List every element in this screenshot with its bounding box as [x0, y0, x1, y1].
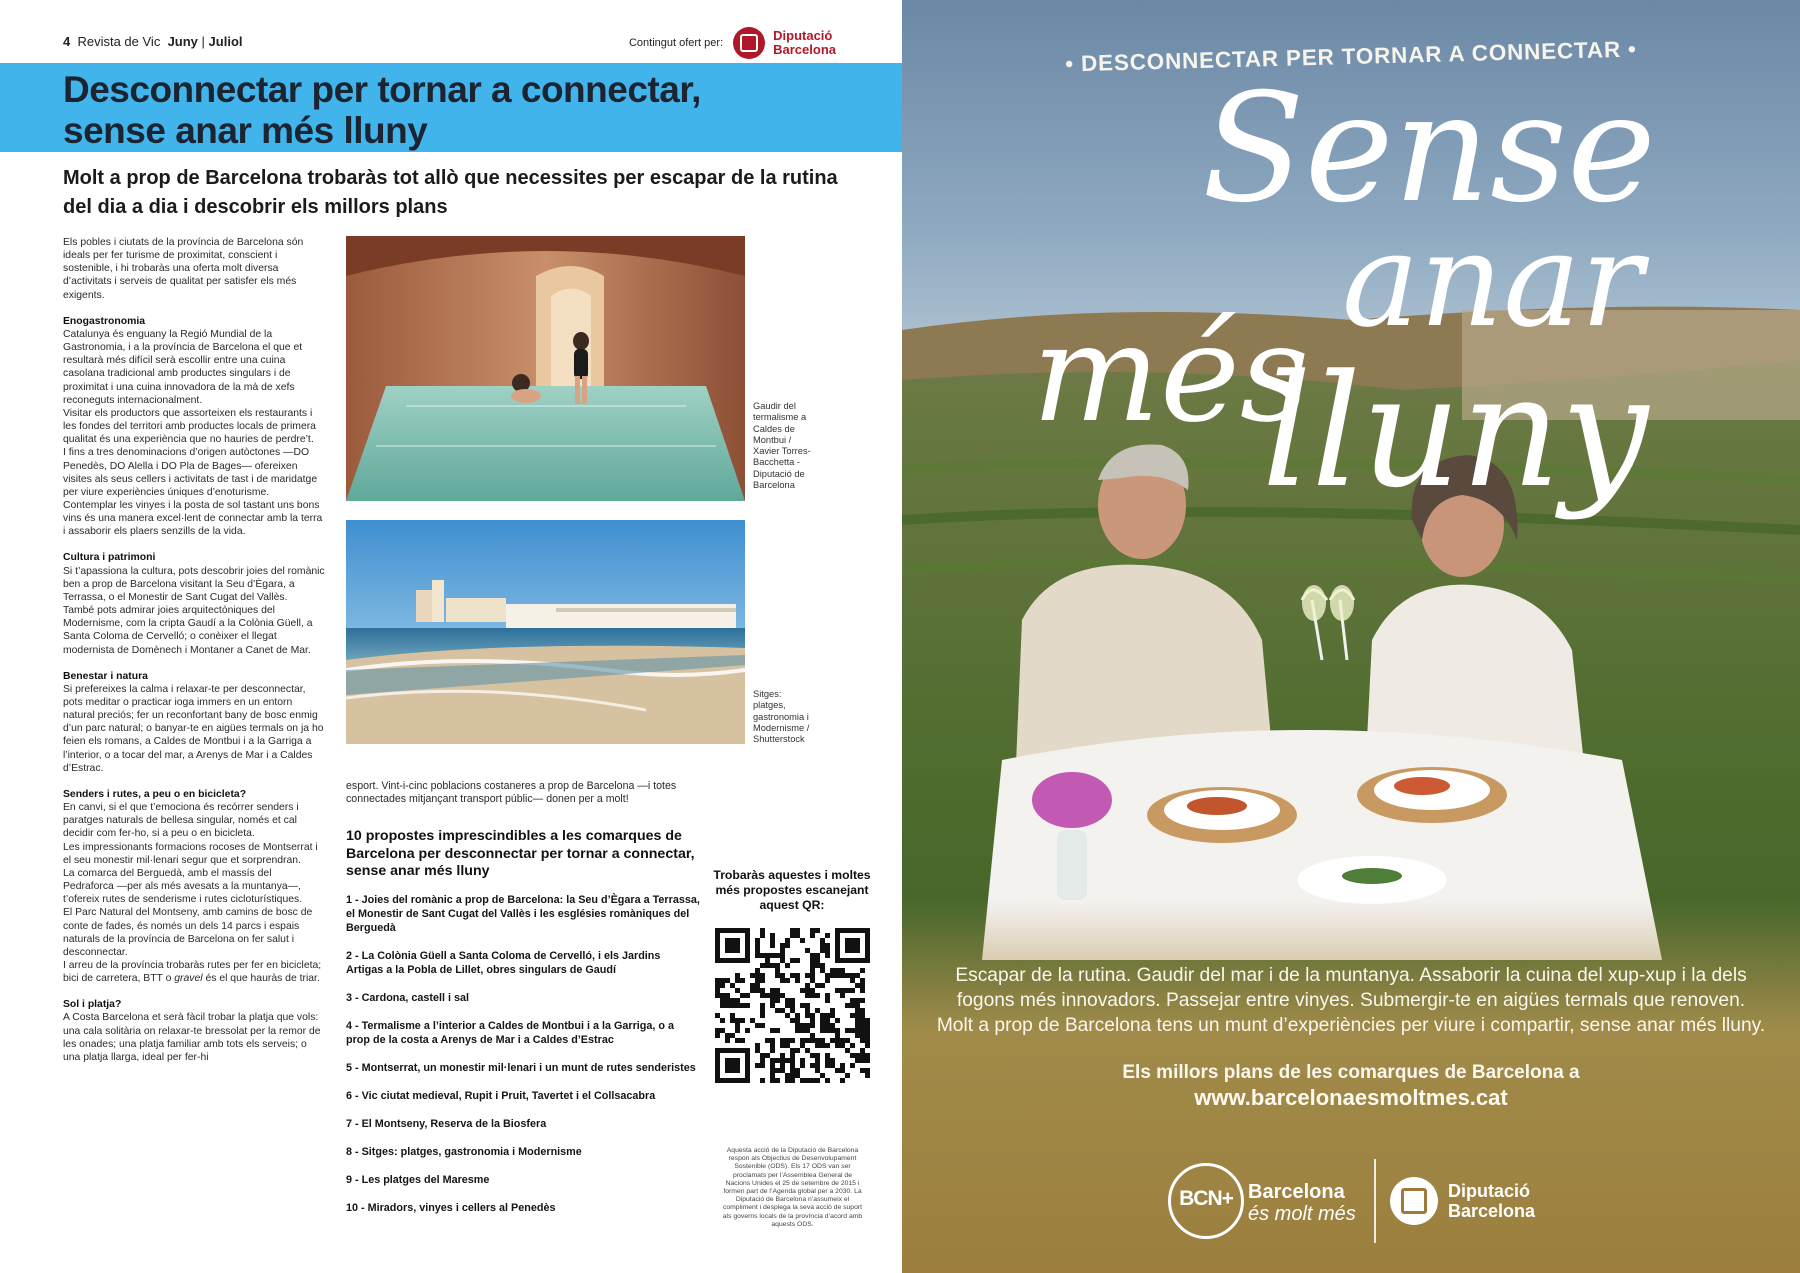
- logo-divider: [1374, 1159, 1376, 1243]
- proposals-list: [346, 893, 700, 1229]
- proposal-item: 10 - Miradors, vinyes i cellers al Penedès: [346, 1202, 556, 1214]
- paragraph: En canvi, si el que t’emociona és recórrer senders i paratges naturals de bellesa singular, només et cal decidir com fer-ho, si a peu o en bicicleta.: [63, 802, 299, 840]
- paragraph: és el que hauràs de triar.: [202, 973, 320, 985]
- proposals-heading: 10 propostes imprescindibles a les comarques de Barcelona per desconnectar per tornar a connectar, sense anar més lluny: [346, 828, 695, 880]
- sponsor-name-line2: Barcelona: [773, 42, 836, 57]
- article-body-column: [63, 236, 325, 1077]
- diputacio-logo-name: [1448, 1181, 1535, 1221]
- bcn-logo-line1: Barcelona: [1248, 1181, 1345, 1203]
- section-benestar: [63, 670, 325, 775]
- paragraph: Si prefereixes la calma i relaxar-te per desconnectar, pots meditar o practicar ioga immers en un entorn natural preciós; fer un reconfortant bany de bosc enmig d’un parc natural; o banyar-te en aigües termals on ja ho feien els romans, a Caldes de Montbui i a la Garriga a l’interior, o a tocar del mar, a Arenys de Mar i a Caldes d’Estrac.: [63, 683, 324, 774]
- section-cultura: [63, 551, 325, 656]
- paragraph: Les impressionants formacions rocoses de Montserrat i el seu monestir mil·lenari segur que et sorprendran.: [63, 841, 318, 866]
- paragraph: El Parc Natural del Montseny, amb camins de bosc de conte de fades, és només un dels 14 parcs i espais naturals de la província de Barcelona on fer salut i desconnectar.: [63, 907, 313, 958]
- ad-copy-line: Molt a prop de Barcelona tens un munt d’experiències per viure i compartir, sense anar més lluny.: [936, 1015, 1766, 1037]
- proposal-item: 3 - Cardona, castell i sal: [346, 992, 470, 1004]
- thermal-pool-photo: [346, 236, 745, 501]
- script-word-1: Sense: [1202, 62, 1656, 236]
- page-number: 4: [63, 34, 71, 49]
- script-headline: [902, 0, 1800, 560]
- issue-month-1: Juny: [167, 34, 198, 49]
- italic-term: gravel: [174, 973, 203, 985]
- proposal-item: 2 - La Colònia Güell a Santa Coloma de Cervelló, i els Jardins Artigas a la Pobla de Lillet, obres singulars de Gaudí: [346, 950, 661, 976]
- advertisement-page: [902, 0, 1800, 1273]
- proposal-item: 6 - Vic ciutat medieval, Rupit i Pruit, Tavertet i el Collsacabra: [346, 1090, 656, 1102]
- paragraph: I fins a tres denominacions d’origen autòctones —DO Penedès, DO Alella i DO Pla de Bages— ofereixen visites als seus cellers i activitats de tast i de maridatge per viure experiències úniques d’enoturisme. Contemplar les vinyes i la posta de sol tastant uns bons vins és una manera excel·lent de connectar amb la terra i assaborir els plaers senzills de la vida.: [63, 447, 323, 538]
- proposal-item: 1 - Joies del romànic a prop de Barcelona: la Seu d’Ègara a Terrassa, el Monestir de Sant Cugat del Vallès i les esglésies romàniques del Berguedà: [346, 894, 700, 934]
- sitges-beach-photo: [346, 520, 745, 744]
- ad-tagline: • DESCONNECTAR PER TORNAR A CONNECTAR •: [1064, 36, 1637, 77]
- issue-month-2: Juliol: [208, 34, 243, 49]
- proposal-item: 9 - Les platges del Maresme: [346, 1174, 490, 1186]
- issue-separator: |: [201, 34, 205, 49]
- diputacio-seal-icon: [1390, 1177, 1438, 1225]
- ad-copy-line: Escapar de la rutina. Gaudir del mar i de la muntanya. Assaborir la cuina del xup-xup i la dels: [955, 965, 1747, 986]
- sdg-fine-print: Aquesta acció de la Diputació de Barcelona respon als Objectius de Desenvolupament Sostenible (ODS). Els 17 ODS van ser proclamats per l’Assemblea General de Nacions Unides el 25 de setembre de 2015 i formen part de l’Agenda global per a 2030. La Diputació de Barcelona n’assumeix el compliment i desplega la seva acció de suport als governs locals de la província d’acord amb aquests ODS.: [722, 1147, 863, 1228]
- script-word-4: lluny: [1262, 341, 1649, 522]
- continuation-paragraph: esport. Vint-i-cinc poblacions costaneres a prop de Barcelona —i totes connectades mitjançant transport públic— donen per a molt!: [346, 780, 677, 806]
- title-band: [0, 63, 902, 152]
- section-enogastronomia: [63, 315, 325, 539]
- section-sol-platja: [63, 998, 325, 1064]
- article-lede: Molt a prop de Barcelona trobaràs tot allò que necessites per escapar de la rutina del dia a dia i descobrir els millors plans: [63, 167, 838, 218]
- article-title: [63, 69, 701, 151]
- bcn-logo-line2: és molt més: [1248, 1203, 1356, 1225]
- bcn-logo-mark: BCN+: [1179, 1187, 1233, 1210]
- sponsor-name: [773, 29, 836, 57]
- paragraph: Catalunya és enguany la Regió Mundial de la Gastronomia, i a la província de Barcelona el que et resultarà més difícil serà escollir entre una cuina casolana tradicional amb productes singulars i de proximitat i una cuina innovadora de la mà de xefs reconeguts internacionalment.: [63, 328, 303, 406]
- intro-paragraph: Els pobles i ciutats de la província de Barcelona són ideals per fer turisme de proximitat, conscient i sostenible, i hi trobaràs una oferta molt diversa d’activitats i serveis de qualitat per satisfer els més exigents.: [63, 237, 304, 301]
- sponsor-block: [629, 27, 836, 59]
- diputacio-seal-icon: [733, 27, 765, 59]
- proposal-item: 7 - El Montseny, Reserva de la Biosfera: [346, 1118, 547, 1130]
- proposal-item: 8 - Sitges: platges, gastronomia i Modernisme: [346, 1146, 582, 1158]
- qr-prompt: Trobaràs aquestes i moltes més propostes escanejant aquest QR:: [713, 868, 871, 912]
- section-heading: Sol i platja?: [63, 999, 122, 1011]
- script-word-3: més: [1032, 295, 1310, 452]
- qr-code[interactable]: [715, 928, 870, 1083]
- section-heading: Benestar i natura: [63, 670, 148, 682]
- proposal-item: 4 - Termalisme a l’interior a Caldes de Montbui i a la Garriga, o a prop de la costa a Arenys de Mar i a Caldes d’Estrac: [346, 1020, 675, 1046]
- diputacio-logo-line1: Diputació: [1448, 1181, 1531, 1201]
- paragraph: I arreu de la província trobaràs rutes per fer en bicicleta; bici de carretera, BTT o: [63, 959, 322, 985]
- bcn-logo-name: [1248, 1181, 1356, 1225]
- section-senders: [63, 788, 325, 985]
- article-title-line1: Desconnectar per tornar a connectar,: [63, 69, 701, 110]
- ad-copy-line: fogons més innovadors. Passejar entre vinyes. Submergir-te en aigües termals que renoven.: [956, 990, 1746, 1012]
- paragraph: La comarca del Berguedà, amb el massís del Pedraforca —per als més avesats a la muntanya—, t’ofereix rutes de senderisme i rutes cicloturístiques.: [63, 867, 303, 906]
- photo-caption: Gaudir del termalisme a Caldes de Montbui / Xavier Torres-Bacchetta - Diputació de Barcelona: [753, 401, 811, 491]
- paragraph: Visitar els productors que assorteixen els restaurants i les fondes del territori amb productes locals de primera qualitat és una experiència que no hauries de perdre’t.: [63, 407, 316, 446]
- diputacio-logo-line2: Barcelona: [1448, 1201, 1536, 1221]
- publication-name: Revista de Vic: [77, 34, 161, 49]
- paragraph: Si t’apassiona la cultura, pots descobrir joies del romànic ben a prop de Barcelona visitant la Seu d’Ègara, a Terrassa, o el Monestir de Sant Cugat del Vallès.: [63, 565, 325, 603]
- proposal-item: 5 - Montserrat, un monestir mil·lenari i un munt de rutes senderistes: [346, 1062, 696, 1074]
- section-heading: Senders i rutes, a peu o en bicicleta?: [63, 788, 247, 800]
- paragraph: A Costa Barcelona et serà fàcil trobar la platja que vols: una cala solitària on relaxar-te bressolat per la remor de les onades; una platja familiar amb tots els serveis; o una platja llarga, ideal per fer-hi: [63, 1012, 321, 1063]
- ad-website-link[interactable]: www.barcelonaesmoltmes.cat: [1194, 1085, 1508, 1110]
- ad-plans-line: Els millors plans de les comarques de Barcelona a: [1122, 1062, 1580, 1083]
- section-heading: Enogastronomia: [63, 315, 145, 327]
- photo-caption: Sitges: platges, gastronomia i Modernisme / Shutterstock: [753, 689, 810, 745]
- ad-body-copy: [922, 963, 1780, 1039]
- sponsor-name-line1: Diputació: [773, 28, 833, 43]
- section-heading: Cultura i patrimoni: [63, 552, 156, 564]
- sponsor-label: Contingut ofert per:: [628, 37, 724, 49]
- running-header: [63, 34, 243, 49]
- script-word-2: anar: [1342, 204, 1643, 356]
- paragraph: També pots admirar joies arquitectòniques del Modernisme, com la cripta Gaudí a la Colònia Güell, a Santa Coloma de Cervelló; o conèixer el llegat modernista de Domènech i Montaner a Canet de Mar.: [63, 605, 313, 656]
- article-title-line2: sense anar més lluny: [63, 110, 428, 151]
- ad-logos: [902, 1163, 1800, 1243]
